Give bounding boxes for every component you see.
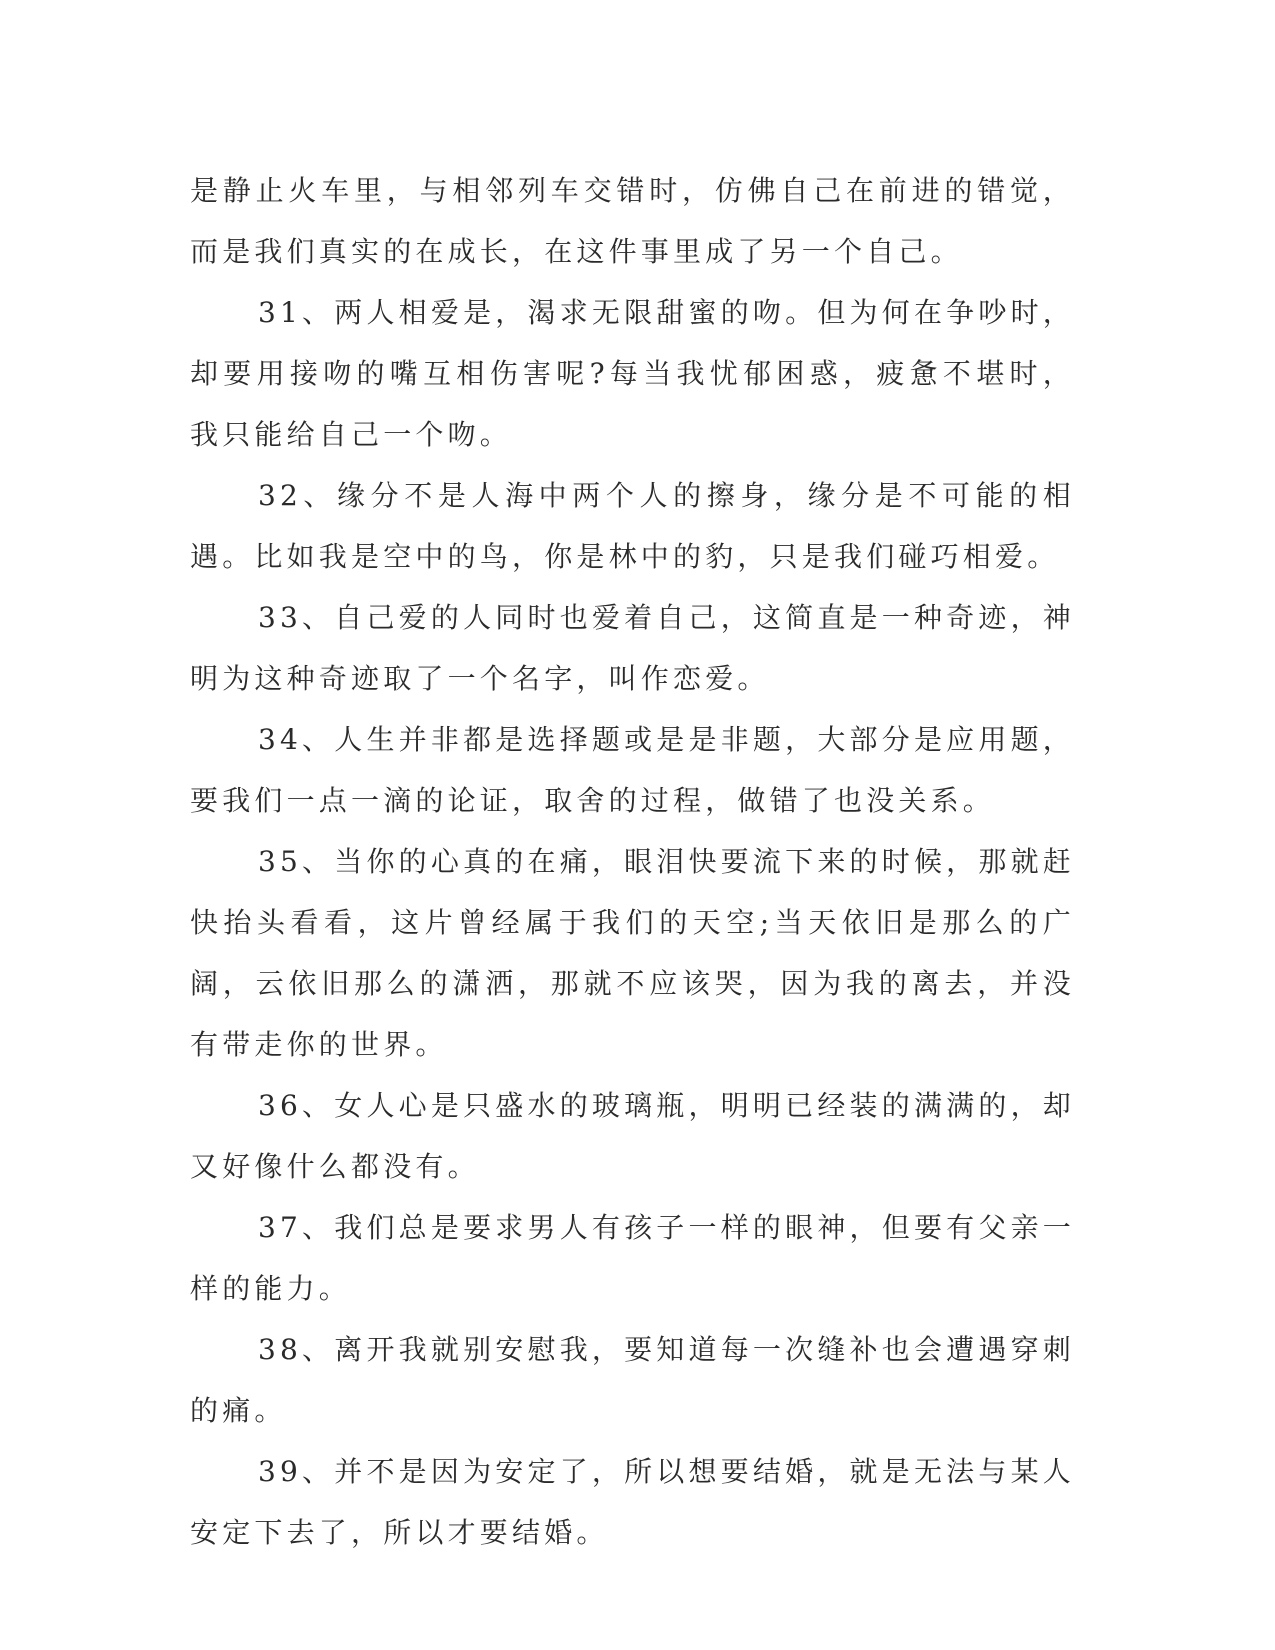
paragraph-37: 37、我们总是要求男人有孩子一样的眼神，但要有父亲一样的能力。	[190, 1211, 1075, 1305]
paragraph-36: 36、女人心是只盛水的玻璃瓶，明明已经装的满满的，却又好像什么都没有。	[190, 1089, 1075, 1183]
paragraph-34: 34、人生并非都是选择题或是是非题，大部分是应用题，要我们一点一滴的论证，取舍的过程，做错了也没关系。	[190, 723, 1075, 817]
paragraph-32: 32、缘分不是人海中两个人的擦身，缘分是不可能的相遇。比如我是空中的鸟，你是林中的豹，只是我们碰巧相爱。	[190, 479, 1075, 573]
paragraph-33: 33、自己爱的人同时也爱着自己，这简直是一种奇迹，神明为这种奇迹取了一个名字，叫作恋爱。	[190, 601, 1075, 695]
document-body	[190, 160, 1075, 1563]
paragraph-continuation: 是静止火车里，与相邻列车交错时，仿佛自己在前进的错觉，而是我们真实的在成长，在这件事里成了另一个自己。	[190, 174, 1075, 268]
paragraph-39: 39、并不是因为安定了，所以想要结婚，就是无法与某人安定下去了，所以才要结婚。	[190, 1455, 1075, 1549]
paragraph-38: 38、离开我就别安慰我，要知道每一次缝补也会遭遇穿刺的痛。	[190, 1333, 1075, 1427]
paragraph-35: 35、当你的心真的在痛，眼泪快要流下来的时候，那就赶快抬头看看，这片曾经属于我们的天空;当天依旧是那么的广阔，云依旧那么的潇洒，那就不应该哭，因为我的离去，并没有带走你的世界。	[190, 845, 1075, 1061]
paragraph-31: 31、两人相爱是，渴求无限甜蜜的吻。但为何在争吵时，却要用接吻的嘴互相伤害呢?每当我忧郁困惑，疲惫不堪时，我只能给自己一个吻。	[190, 296, 1075, 451]
